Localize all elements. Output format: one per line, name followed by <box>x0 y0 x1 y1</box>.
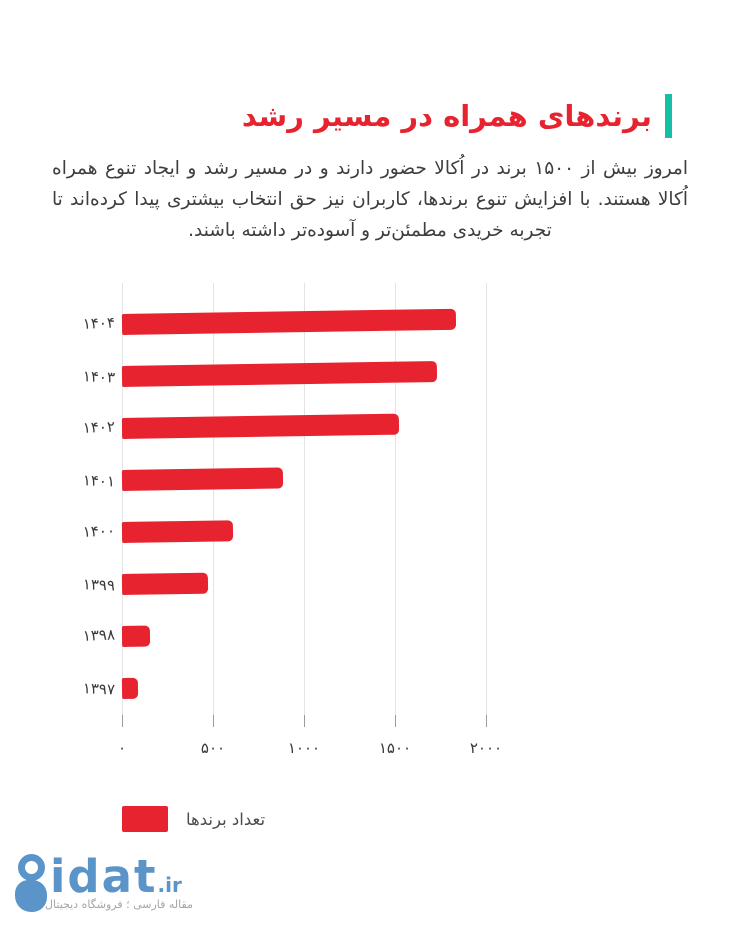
x-axis-tick <box>122 715 123 727</box>
title-row <box>242 94 672 138</box>
gridline <box>395 283 396 715</box>
brand-tld: .ir <box>157 873 182 897</box>
brand-text <box>50 850 182 903</box>
bar-۱۳۹۸ <box>122 626 151 647</box>
x-tick-label: ۵۰۰ <box>200 739 226 757</box>
chart-legend <box>122 806 265 832</box>
title-accent-bar <box>665 94 672 138</box>
gridline <box>122 283 123 715</box>
y-tick-label: ۱۴۰۲ <box>82 417 116 437</box>
bar-۱۴۰۲ <box>122 414 399 439</box>
intro-paragraph: امروز بیش از ۱۵۰۰ برند در اُکالا حضور دارند و در مسیر رشد و ایجاد تنوع همراه اُکالا هستند. با افزایش تنوع برندها، کاربران نیز حق انتخاب بیشتری پیدا کرده‌اند تا تجربه خریدی مطمئن‌تر و آسوده‌تر داشته باشند. <box>52 158 688 241</box>
y-tick-label: ۱۳۹۸ <box>82 625 116 645</box>
bar-۱۴۰۰ <box>122 520 233 543</box>
logo-ring-shape <box>18 854 45 881</box>
x-tick-label: ۱۰۰۰ <box>287 739 321 757</box>
bar-۱۴۰۴ <box>122 309 456 335</box>
x-tick-label: ۲۰۰۰ <box>469 739 503 757</box>
gridline <box>213 283 214 715</box>
x-tick-label: ۰ <box>117 739 127 757</box>
brand-name: idat <box>50 850 158 903</box>
bar-۱۳۹۷ <box>122 678 139 699</box>
gridline <box>486 283 487 715</box>
bar-۱۴۰۱ <box>122 467 283 491</box>
legend-label: تعداد برندها <box>186 809 266 829</box>
y-tick-label: ۱۳۹۹ <box>82 575 116 595</box>
brand-tagline: مقاله فارسی ؛ فروشگاه دیجیتال <box>45 898 193 911</box>
y-tick-label: ۱۳۹۷ <box>82 679 116 699</box>
legend-swatch <box>122 806 168 832</box>
logo-blob-shape <box>15 880 47 912</box>
chart-plot-area <box>117 283 575 757</box>
y-tick-label: ۱۴۰۱ <box>82 471 116 491</box>
gridline <box>304 283 305 715</box>
x-axis-tick <box>395 715 396 727</box>
x-axis-tick <box>486 715 487 727</box>
x-axis-tick <box>213 715 214 727</box>
x-axis-tick <box>304 715 305 727</box>
y-tick-label: ۱۴۰۳ <box>82 367 116 387</box>
bar-۱۳۹۹ <box>122 573 208 595</box>
bar-۱۴۰۳ <box>122 361 437 387</box>
y-tick-label: ۱۴۰۴ <box>82 313 116 333</box>
y-tick-label: ۱۴۰۰ <box>82 521 116 541</box>
x-tick-label: ۱۵۰۰ <box>378 739 412 757</box>
page-title: برندهای همراه در مسیر رشد <box>241 99 652 133</box>
